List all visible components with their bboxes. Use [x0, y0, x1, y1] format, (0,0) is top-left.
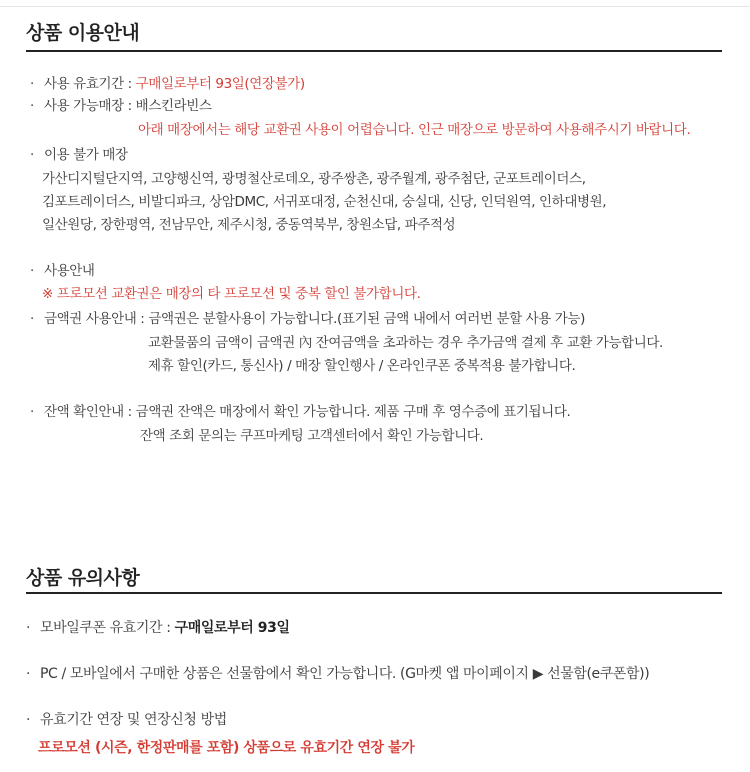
balance-line-2: 잔액 조회 문의는 쿠프마케팅 고객센터에서 확인 가능합니다.	[140, 428, 484, 444]
guide-item	[30, 262, 95, 280]
caution-title-rule	[26, 592, 722, 594]
gift-box-item	[26, 664, 649, 684]
bullet: ·	[30, 98, 34, 114]
balance-line-1: 금액권 잔액은 매장에서 확인 가능합니다. 제품 구매 후 영수증에 표기됩니다.	[135, 404, 571, 420]
caution-section-title: 상품 유의사항	[26, 567, 140, 589]
balance-label: 잔액 확인안내 :	[44, 404, 136, 420]
bullet: ·	[30, 311, 34, 327]
bullet: ·	[30, 263, 34, 279]
coupon-validity-label: 모바일쿠폰 유효기간 :	[40, 620, 175, 636]
validity-label: 사용 유효기간 :	[44, 76, 136, 92]
balance-item	[30, 403, 570, 421]
coupon-validity-value: 구매일로부터 93일	[174, 620, 290, 636]
store-notice: 아래 매장에서는 해당 교환권 사용이 어렵습니다. 인근 매장으로 방문하여 사용해주시기 바랍니다.	[138, 122, 691, 138]
top-divider	[0, 6, 750, 7]
validity-item	[30, 75, 305, 93]
store-item	[30, 97, 212, 115]
guide-notice: ※ 프로모션 교환권은 매장의 타 프로모션 및 중복 할인 불가합니다.	[42, 286, 421, 302]
validity-value: 구매일로부터 93일(연장불가)	[135, 76, 305, 92]
bullet: ·	[26, 666, 31, 682]
unavailable-line-3: 일산원당, 장한평역, 전남무안, 제주시청, 중동역북부, 창원소답, 파주적성	[42, 217, 456, 233]
amount-label: 금액권 사용안내 :	[44, 311, 149, 327]
bullet: ·	[30, 404, 34, 420]
bullet: ·	[30, 147, 34, 163]
usage-title-rule	[26, 50, 722, 52]
unavailable-line-2: 김포트레이더스, 비발디파크, 상암DMC, 서귀포대정, 순천신대, 숭실대, 신당, 인덕원역, 인하대병원,	[42, 194, 607, 210]
guide-label: 사용안내	[44, 263, 95, 279]
bullet: ·	[30, 76, 34, 92]
amount-line-3: 제휴 할인(카드, 통신사) / 매장 할인행사 / 온라인쿠폰 중복적용 불가합니다.	[148, 358, 576, 374]
amount-item	[30, 310, 585, 328]
amount-line-1: 금액권은 분할사용이 가능합니다.(표기된 금액 내에서 여러번 분할 사용 가능)	[148, 311, 585, 327]
extension-item	[26, 710, 227, 730]
unavailable-item	[30, 146, 128, 164]
extension-notice: 프로모션 (시즌, 한정판매를 포함) 상품으로 유효기간 연장 불가	[38, 740, 415, 756]
gift-box-line: PC / 모바일에서 구매한 상품은 선물함에서 확인 가능합니다. (G마켓 앱 마이페이지 ▶ 선물함(e쿠폰함))	[40, 666, 650, 682]
unavailable-line-1: 가산디지털단지역, 고양행신역, 광명철산로데오, 광주쌍촌, 광주월계, 광주첨단, 군포트레이더스,	[42, 171, 586, 187]
bullet: ·	[26, 712, 31, 728]
extension-label: 유효기간 연장 및 연장신청 방법	[40, 712, 227, 728]
coupon-validity-item	[26, 618, 290, 638]
unavailable-label: 이용 불가 매장	[44, 147, 128, 163]
amount-line-2: 교환물품의 금액이 금액권 內 잔여금액을 초과하는 경우 추가금액 결제 후 교환 가능합니다.	[148, 335, 663, 351]
store-label: 사용 가능매장 :	[44, 98, 136, 114]
store-value: 배스킨라빈스	[135, 98, 212, 114]
usage-section-title: 상품 이용안내	[26, 22, 140, 44]
bullet: ·	[26, 620, 31, 636]
